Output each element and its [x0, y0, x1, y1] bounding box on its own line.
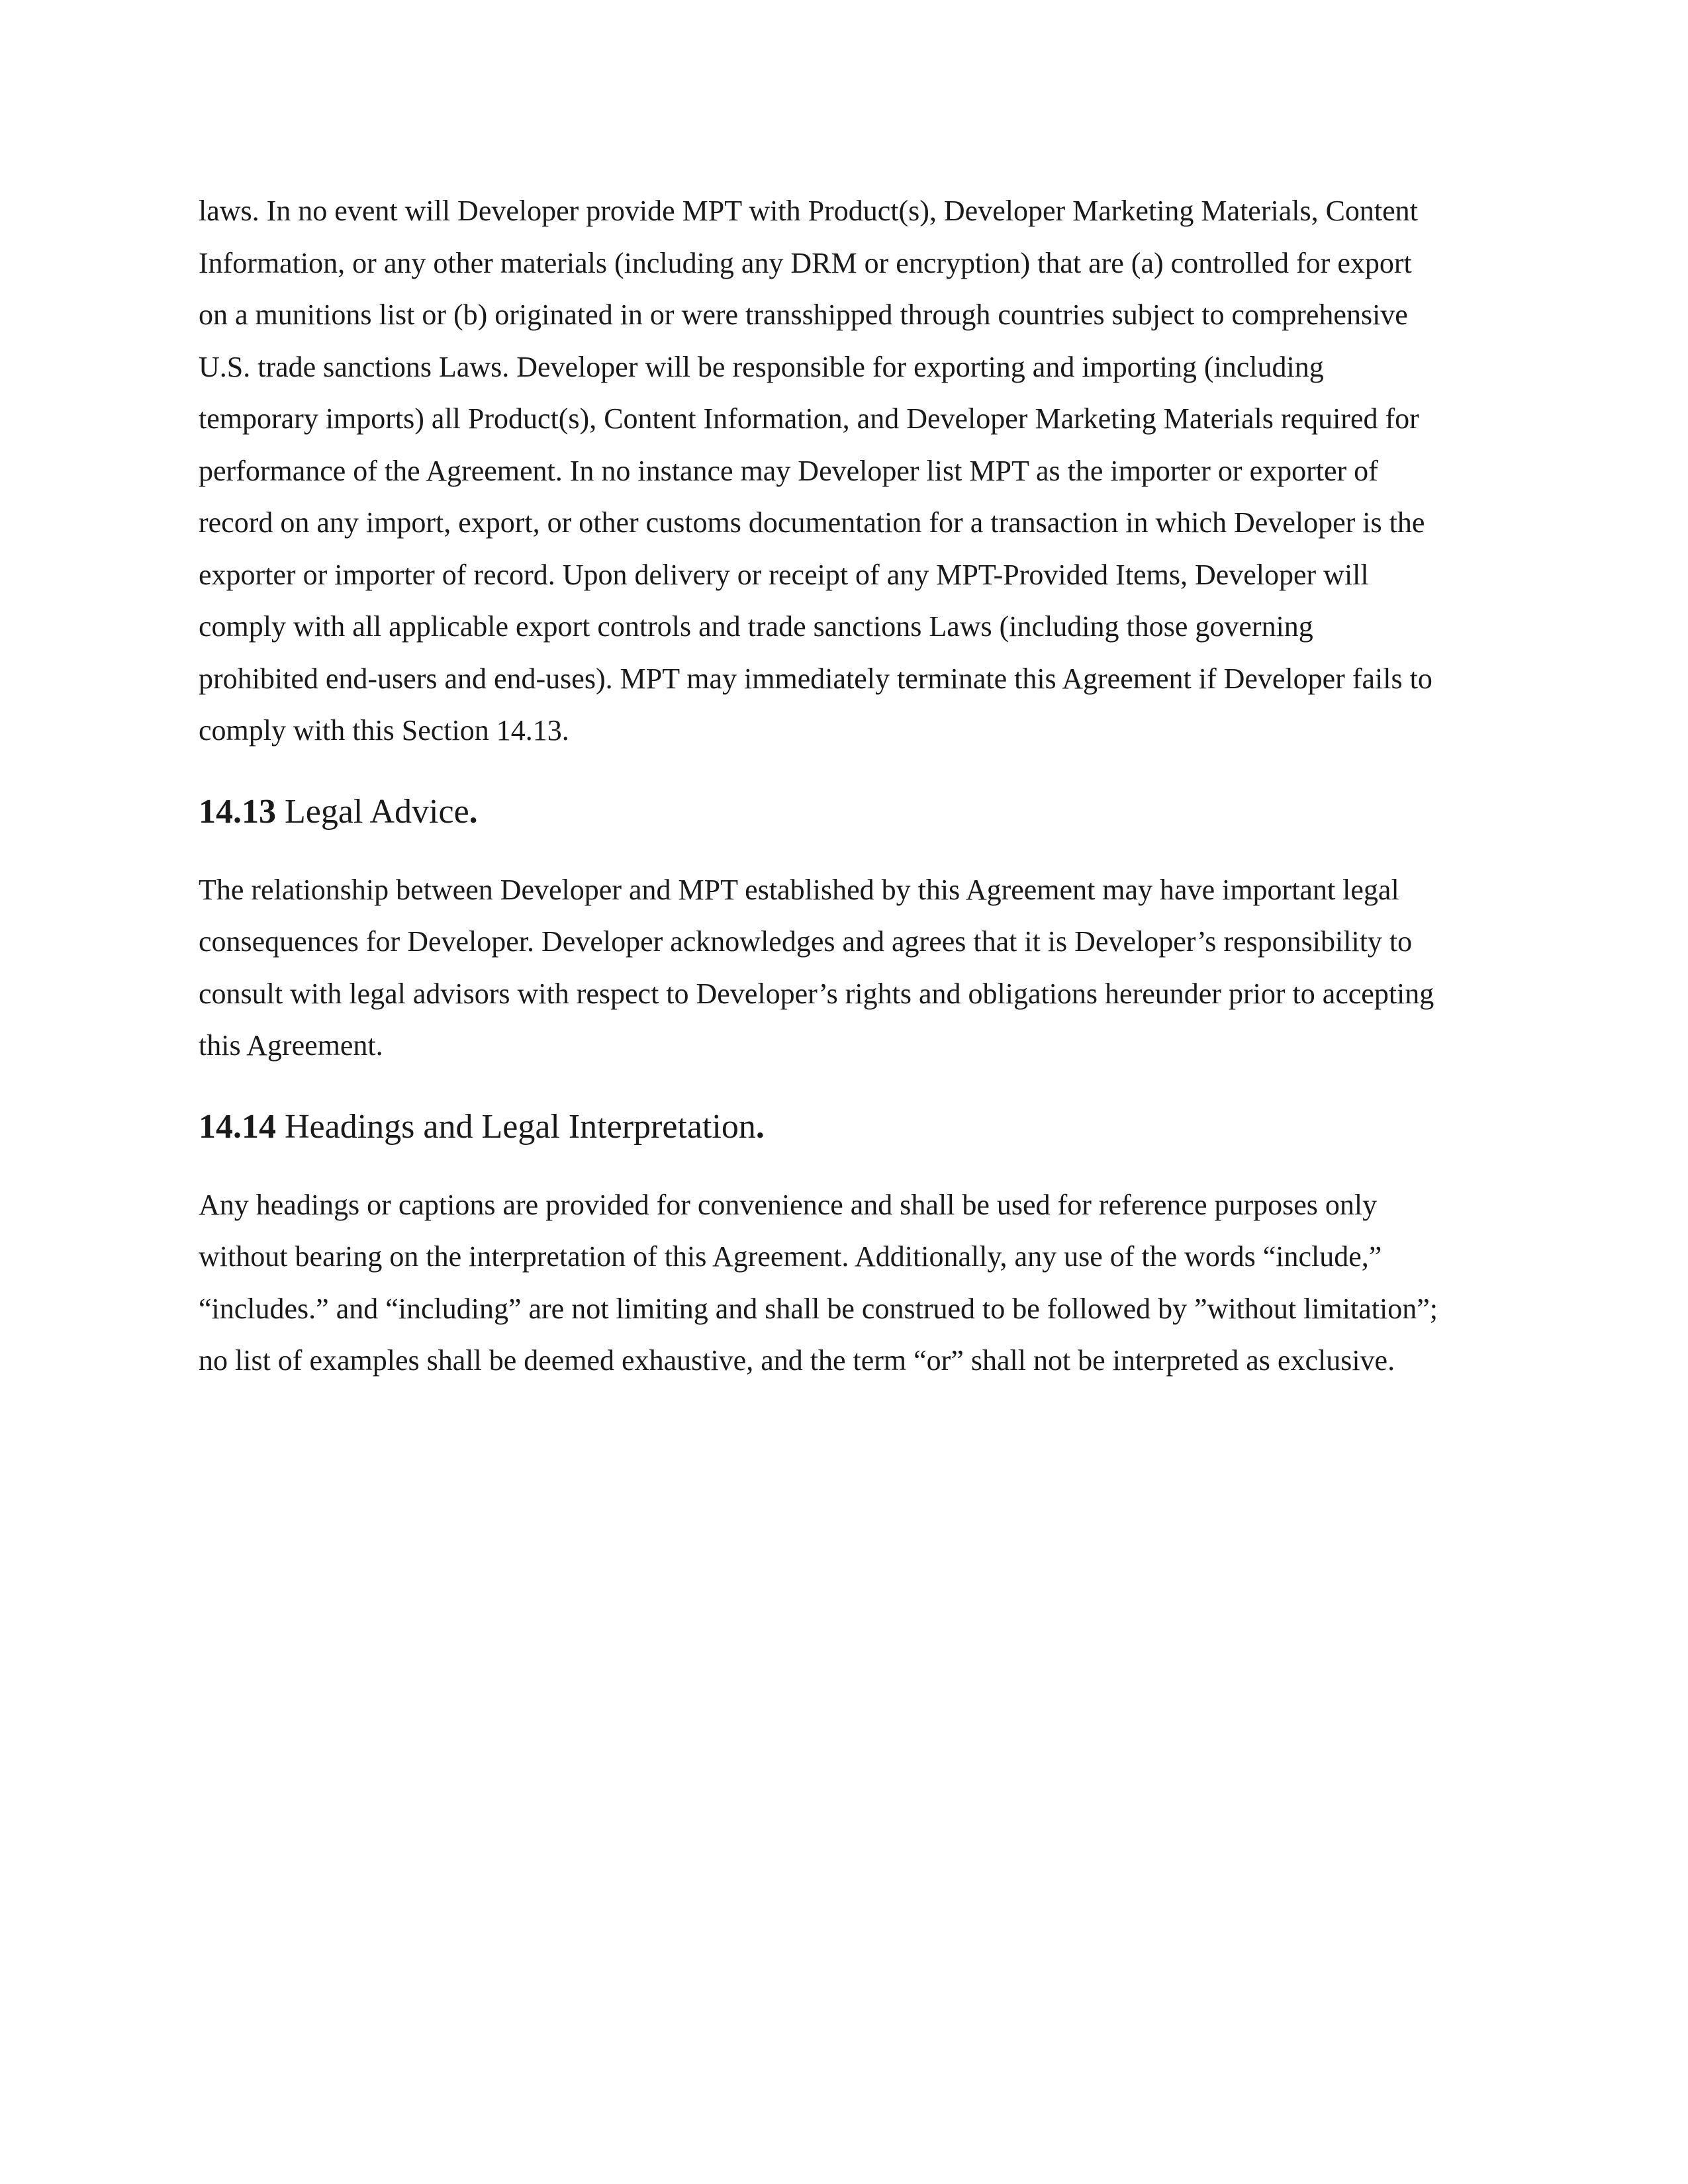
section-number: 14.14 [199, 1107, 276, 1146]
section-heading-headings-interpretation [199, 1101, 1496, 1153]
section-title-period: . [469, 792, 478, 831]
section-heading-legal-advice [199, 786, 1496, 838]
document-page [199, 185, 1496, 1387]
section-title: Legal Advice [285, 792, 469, 831]
section-body-headings-interpretation: Any headings or captions are provided for convenience and shall be used for reference purposes only without bearing on the interpretation of this Agreement. Additionally, any use of the words “include,” “includes.” and “including” are not limiting and shall be construed to be followed by ”without limitation”; no list of examples shall be deemed exhaustive, and the term “or” shall not be interpreted as exclusive. [199, 1188, 1438, 1377]
section-title-period: . [755, 1107, 765, 1146]
section-title: Headings and Legal Interpretation [285, 1107, 756, 1146]
section-body-legal-advice: The relationship between Developer and MPT established by this Agreement may have important legal consequences for Developer. Developer acknowledges and agrees that it is Developer’s responsibility to consult with legal advisors with respect to Developer’s rights and obligations hereunder prior to accepting this Agreement. [199, 873, 1434, 1062]
section-number: 14.13 [199, 792, 276, 831]
continuation-paragraph: laws. In no event will Developer provide MPT with Product(s), Developer Marketing Materials, Content Information, or any other materials (including any DRM or encryption) that are (a) controlled for export on a munitions list or (b) originated in or were transshipped through countries subject to comprehensive U.S. trade sanctions Laws. Developer will be responsible for exporting and importing (including temporary imports) all Product(s), Content Information, and Developer Marketing Materials required for performance of the Agreement. In no instance may Developer list MPT as the importer or exporter of record on any import, export, or other customs documentation for a transaction in which Developer is the exporter or importer of record. Upon delivery or receipt of any MPT-Provided Items, Developer will comply with all applicable export controls and trade sanctions Laws (including those governing prohibited end-users and end-uses). MPT may immediately terminate this Agreement if Developer fails to comply with this Section 14.13. [199, 195, 1432, 747]
